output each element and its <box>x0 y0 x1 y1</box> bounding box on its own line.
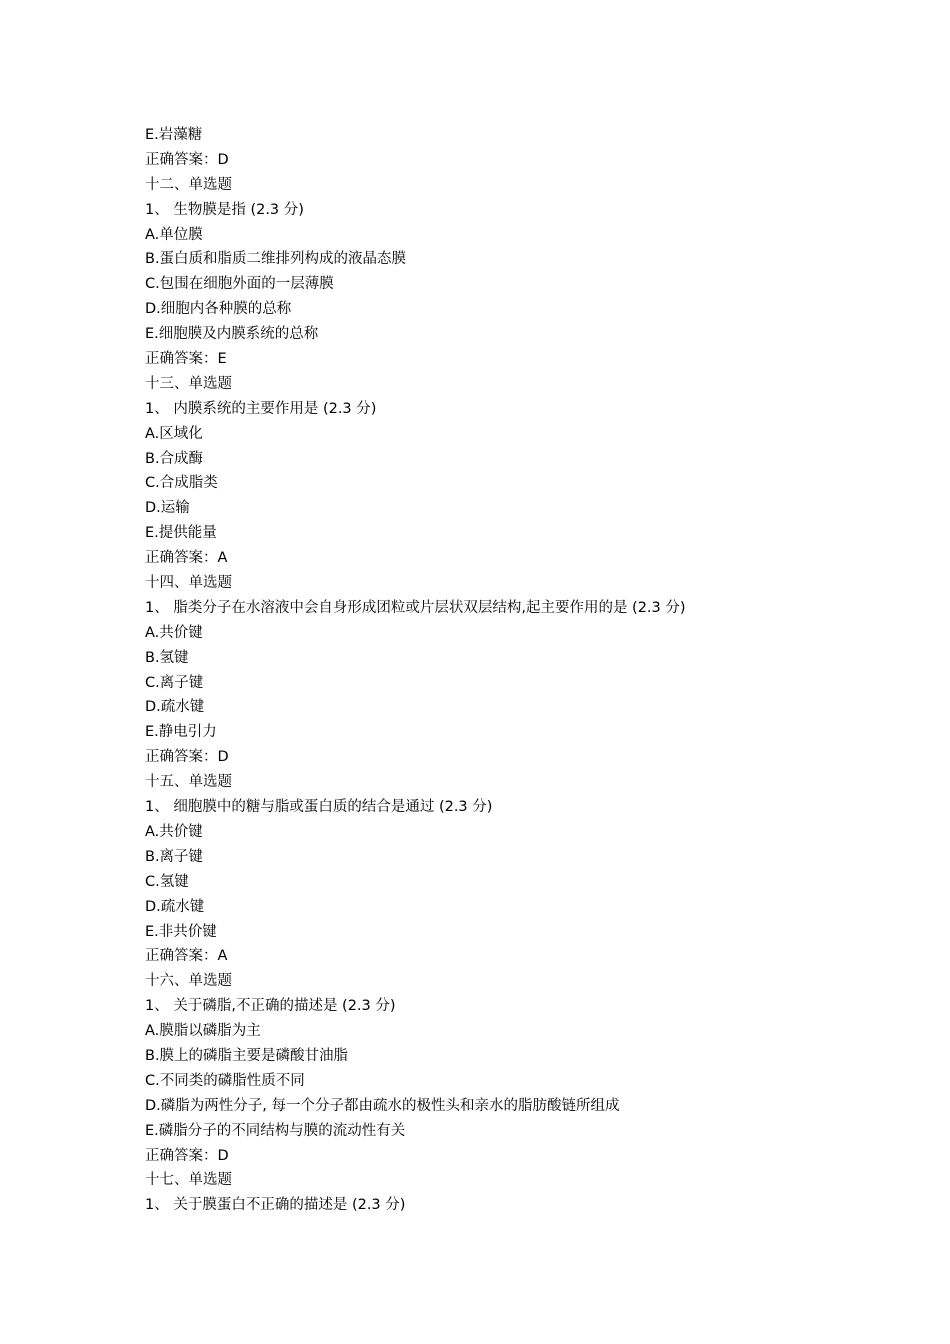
answer-line: 正确答案：D <box>145 749 229 766</box>
option-line: D.疏水键 <box>145 699 205 716</box>
section-heading: 十三、单选题 <box>145 375 232 392</box>
answer-line: 正确答案：A <box>145 948 228 965</box>
option-line: C.合成脂类 <box>145 475 218 492</box>
option-line: D.运输 <box>145 500 190 517</box>
option-line: B.蛋白质和脂质二维排列构成的液晶态膜 <box>145 251 407 268</box>
option-line: A.单位膜 <box>145 226 203 243</box>
section-heading: 十二、单选题 <box>145 176 232 193</box>
question-line: 1、 细胞膜中的糖与脂或蛋白质的结合是通过 (2.3 分) <box>145 799 493 816</box>
section-heading: 十七、单选题 <box>145 1172 232 1189</box>
option-line: E.岩藻糖 <box>145 127 203 143</box>
option-line: C.包围在细胞外面的一层薄膜 <box>145 276 334 293</box>
option-line: B.离子键 <box>145 848 204 865</box>
option-line: E.磷脂分子的不同结构与膜的流动性有关 <box>145 1122 406 1139</box>
section-heading: 十四、单选题 <box>145 575 232 592</box>
option-line: B.合成酶 <box>145 450 204 467</box>
option-line: D.疏水键 <box>145 898 205 915</box>
question-line: 1、 脂类分子在水溶液中会自身形成团粒或片层状双层结构,起主要作用的是 (2.3 分) <box>145 599 686 616</box>
option-line: C.氢键 <box>145 873 189 890</box>
question-line: 1、 内膜系统的主要作用是 (2.3 分) <box>145 400 377 417</box>
answer-line: 正确答案：E <box>145 351 227 368</box>
option-line: C.不同类的磷脂性质不同 <box>145 1072 305 1089</box>
question-line: 1、 关于膜蛋白不正确的描述是 (2.3 分) <box>145 1197 406 1214</box>
answer-line: 正确答案：D <box>145 1147 229 1164</box>
option-line: B.氢键 <box>145 649 189 666</box>
option-line: A.区域化 <box>145 425 203 442</box>
option-line: B.膜上的磷脂主要是磷酸甘油脂 <box>145 1047 349 1064</box>
option-line: E.细胞膜及内膜系统的总称 <box>145 326 319 343</box>
section-heading: 十六、单选题 <box>145 973 232 990</box>
option-line: D.磷脂为两性分子, 每一个分子都由疏水的极性头和亲水的脂肪酸链所组成 <box>145 1097 620 1114</box>
option-line: E.提供能量 <box>145 525 217 542</box>
option-line: D.细胞内各种膜的总称 <box>145 301 292 318</box>
option-line: A.共价键 <box>145 823 203 840</box>
answer-line: 正确答案：A <box>145 550 228 567</box>
answer-line: 正确答案：D <box>145 151 229 168</box>
option-line: E.非共价键 <box>145 923 217 940</box>
section-heading: 十五、单选题 <box>145 774 232 791</box>
question-line: 1、 关于磷脂,不正确的描述是 (2.3 分) <box>145 998 396 1015</box>
option-line: A.膜脂以磷脂为主 <box>145 1023 261 1040</box>
option-line: C.离子键 <box>145 674 204 691</box>
option-line: A.共价键 <box>145 624 203 641</box>
document-content <box>145 123 925 1218</box>
question-line: 1、 生物膜是指 (2.3 分) <box>145 201 304 218</box>
option-line: E.静电引力 <box>145 724 217 741</box>
